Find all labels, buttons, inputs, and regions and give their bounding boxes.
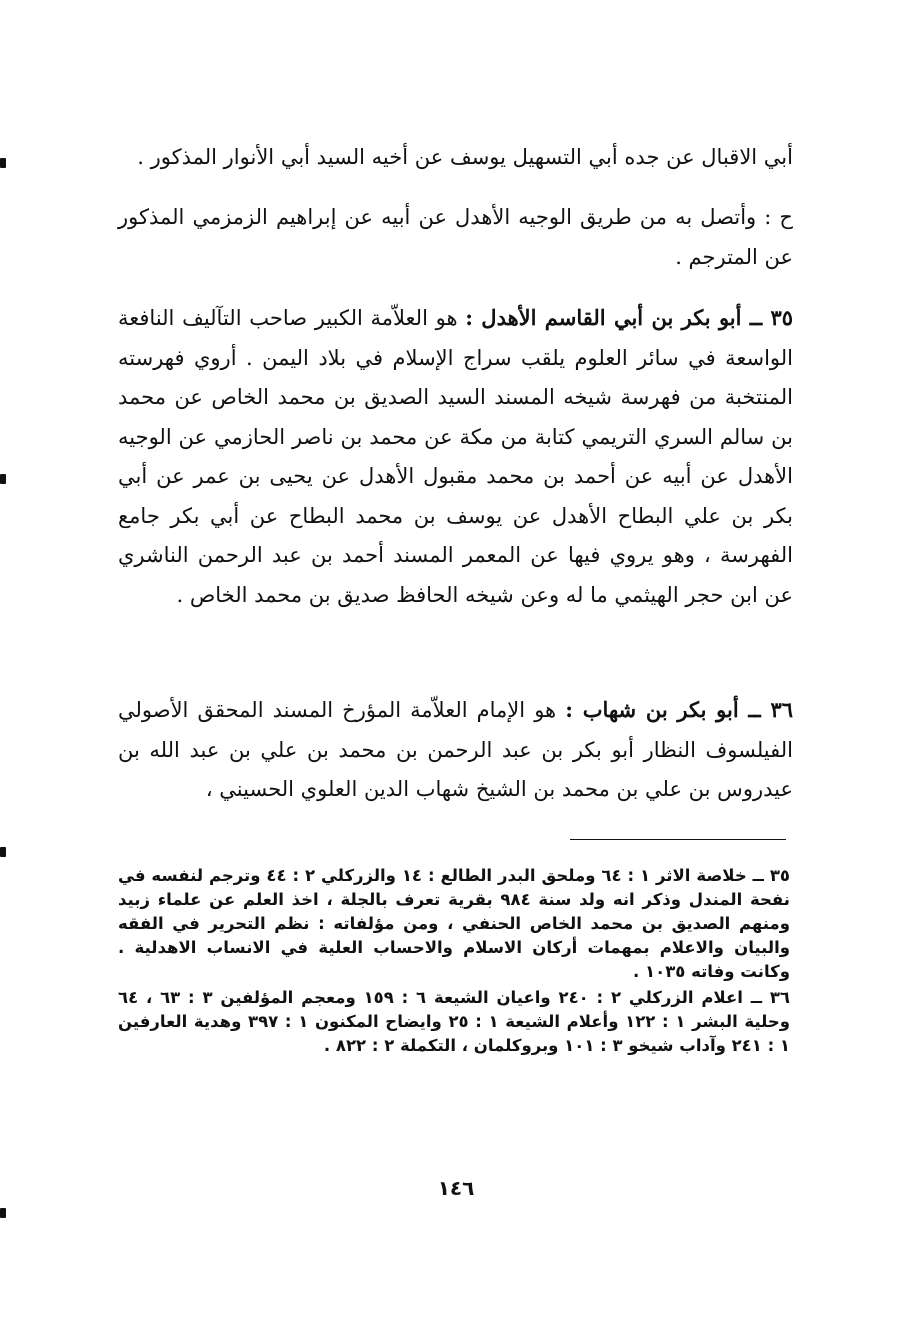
paragraph-continuation: أبي الاقبال عن جده أبي التسهيل يوسف عن أخيه السيد أبي الأنوار المذكور . [137,145,793,169]
page-number: ١٤٦ [437,1176,475,1200]
footnote-36: ٣٦ ــ اعلام الزركلي ٢ : ٢٤٠ واعيان الشيعة ٦ : ١٥٩ ومعجم المؤلفين ٣ : ٦٣ ، ٦٤ وحلية البشر ١ : ١٢٢ وأعلام الشيعة ١ : ٢٥ وايضاح المكنون ١ : ٣٩٧ وهدية العارفين ١ : ٢٤١ وآداب شيخو ٣ : ١٠١ وبروكلمان ، التكملة ٢ : ٨٢٢ . [118,988,791,1055]
entry-35 [118,298,793,615]
entry-36-text: هو الإمام العلاّمة المؤرخ المسند المحقق الأصولي الفيلسوف النظار أبو بكر بن عبد الرحمن بن محمد بن علي بن عبد الله بن عيدروس بن علي بن محمد بن الشيخ شهاب الدين العلوي الحسيني ، [118,698,793,801]
scan-edge-mark [0,1208,6,1218]
entry-35-heading: ٣٥ ــ أبو بكر بن أبي القاسم الأهدل : [465,305,794,330]
scan-edge-mark [0,158,6,168]
scan-edge-mark [0,847,6,857]
footnote-35: ٣٥ ــ خلاصة الاثر ١ : ٦٤ وملحق البدر الطالع : ١٤ والزركلي ٢ : ٤٤ وترجم لنفسه في نفحة المندل وذكر انه ولد سنة ٩٨٤ بقرية تعرف بالجلة ، اخذ العلم عن علماء زبيد ومنهم الصديق بن محمد الخاص الحنفي ، ومن مؤلفاته : نظم التحرير في الفقه والبيان والاعلام بمهمات أركان الاسلام والاحساب العلية في الانساب الاهدلية . وكانت وفاته ١٠٣٥ . [118,866,790,981]
scan-edge-mark [0,474,6,484]
entry-36 [118,690,793,810]
footnotes [118,864,790,1060]
paragraph-chain: ح : وأتصل به من طريق الوجيه الأهدل عن أبيه عن إبراهيم الزمزمي المذكور عن المترجم . [118,205,793,269]
footnote-divider [570,839,786,840]
entry-36-heading: ٣٦ ــ أبو بكر بن شهاب : [565,697,793,722]
entry-35-text: هو العلاّمة الكبير صاحب التآليف النافعة الواسعة في سائر العلوم يلقب سراج الإسلام في بلاد اليمن . أروي فهرسته المنتخبة من فهرسة شيخه المسند السيد الصديق بن محمد الخاص عن محمد بن سالم السري التريمي كتابة من مكة عن محمد بن ناصر الحازمي عن الوجيه الأهدل عن أبيه عن أحمد بن محمد مقبول الأهدل عن يحيى بن عمر عن أبي بكر بن علي البطاح الأهدل عن يوسف بن محمد البطاح عن أبي بكر جامع الفهرسة ، وهو يروي فيها عن المعمر المسند أحمد بن عبد الرحمن الناشري عن ابن حجر الهيثمي ما له وعن شيخه الحافظ صديق بن محمد الخاص . [118,306,793,607]
